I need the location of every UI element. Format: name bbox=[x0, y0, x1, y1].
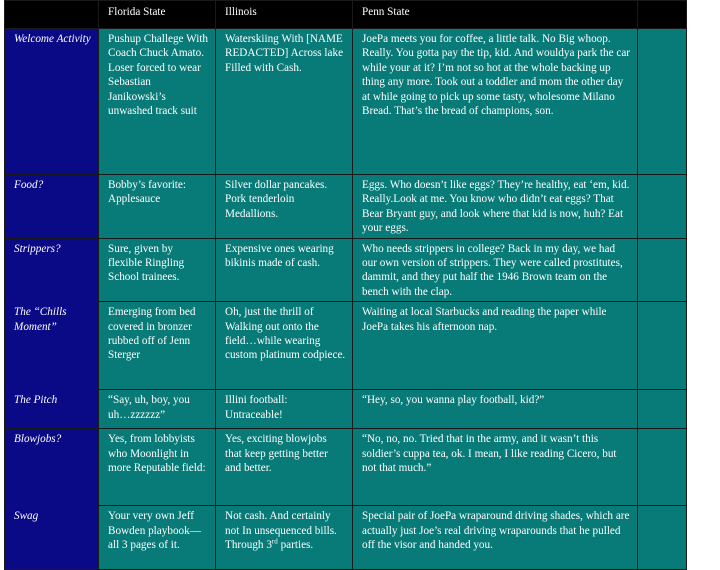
row-label-the-pitch: The Pitch bbox=[5, 390, 99, 429]
cell-illinois: Illini football: Untraceable! bbox=[216, 390, 353, 429]
cell-florida-state: Sure, given by flexible Ringling School trainees. bbox=[99, 238, 216, 302]
cell-extra bbox=[638, 302, 687, 390]
row-label-blowjobs: Blowjobs? bbox=[5, 429, 99, 506]
cell-extra bbox=[638, 390, 687, 429]
header-row bbox=[5, 1, 687, 29]
header-illinois: Illinois bbox=[216, 1, 353, 29]
cell-extra bbox=[638, 175, 687, 239]
header-extra-cell bbox=[638, 1, 687, 29]
cell-florida-state: Emerging from bed covered in bronzer rubbed off of Jenn Sterger bbox=[99, 302, 216, 390]
cell-florida-state: Bobby’s favorite: Applesauce bbox=[99, 175, 216, 239]
row-label-chills-moment: The “Chills Moment” bbox=[5, 302, 99, 390]
cell-text: parties. bbox=[277, 539, 314, 552]
row-label-strippers: Strippers? bbox=[5, 238, 99, 302]
cell-penn-state: JoePa meets you for coffee, a little talk. No Big whoop. Really. You gotta pay the tip, kid. And wouldya park the car while your at it? I’m not so hot at the whole backing up thing any more. Took out a toddler and mom the other day at while going to pick up some tasty, wholesome Milano Bread. That’s the bread of champions, son. bbox=[353, 29, 638, 175]
cell-illinois: Silver dollar pancakes. Pork tenderloin Medallions. bbox=[216, 175, 353, 239]
cell-illinois: Oh, just the thrill of Walking out onto the field…while wearing custom platinum codpiece. bbox=[216, 302, 353, 390]
cell-florida-state: Your very own Jeff Bowden playbook—all 3 pages of it. bbox=[99, 506, 216, 570]
row-label-welcome-activity: Welcome Activity bbox=[5, 29, 99, 175]
header-blank-cell bbox=[5, 1, 99, 29]
cell-penn-state: Who needs strippers in college? Back in my day, we had our own version of strippers. They were called prostitutes, dammit, and they put half the 1946 Brown team on the bench with the clap. bbox=[353, 238, 638, 302]
cell-text: Not cash. And certainly not In unsequenced bills. Through 3 bbox=[225, 510, 337, 552]
table-row bbox=[5, 175, 687, 239]
table-row bbox=[5, 429, 687, 506]
cell-penn-state: Special pair of JoePa wraparound driving shades, which are actually just Joe’s real driving wraparounds that he pulled off the visor and handed you. bbox=[353, 506, 638, 570]
header-penn-state: Penn State bbox=[353, 1, 638, 29]
table-row bbox=[5, 238, 687, 302]
cell-penn-state: Eggs. Who doesn’t like eggs? They’re healthy, eat ‘em, kid. Really.Look at me. You know who didn’t eat eggs? That Bear Bryant guy, and look where that kid is now, huh? Eat your eggs. bbox=[353, 175, 638, 239]
table-row bbox=[5, 29, 687, 175]
cell-florida-state: Pushup Challege With Coach Chuck Amato. Loser forced to wear Sebastian Janikowski’s unwashed track suit bbox=[99, 29, 216, 175]
cell-extra bbox=[638, 29, 687, 175]
row-label-swag: Swag bbox=[5, 506, 99, 570]
row-label-food: Food? bbox=[5, 175, 99, 239]
cell-florida-state: Yes, from lobbyists who Moonlight in more Reputable field: bbox=[99, 429, 216, 506]
cell-extra bbox=[638, 238, 687, 302]
header-florida-state: Florida State bbox=[99, 1, 216, 29]
cell-extra bbox=[638, 506, 687, 570]
cell-illinois bbox=[216, 506, 353, 570]
cell-extra bbox=[638, 429, 687, 506]
cell-florida-state: “Say, uh, boy, you uh…zzzzzz” bbox=[99, 390, 216, 429]
comparison-table bbox=[4, 0, 687, 570]
cell-illinois: Expensive ones wearing bikinis made of cash. bbox=[216, 238, 353, 302]
cell-penn-state: “No, no, no. Tried that in the army, and it wasn’t this soldier’s cuppa tea, ok. I mean, I like reading Cicero, but not that much.” bbox=[353, 429, 638, 506]
table-row bbox=[5, 302, 687, 390]
cell-illinois: Yes, exciting blowjobs that keep getting better and better. bbox=[216, 429, 353, 506]
ordinal-superscript: rd bbox=[271, 537, 278, 546]
table-row bbox=[5, 390, 687, 429]
cell-illinois: Waterskiing With [NAME REDACTED] Across lake Filled with Cash. bbox=[216, 29, 353, 175]
cell-penn-state: Waiting at local Starbucks and reading the paper while JoePa takes his afternoon nap. bbox=[353, 302, 638, 390]
table-row bbox=[5, 506, 687, 570]
cell-penn-state: “Hey, so, you wanna play football, kid?” bbox=[353, 390, 638, 429]
